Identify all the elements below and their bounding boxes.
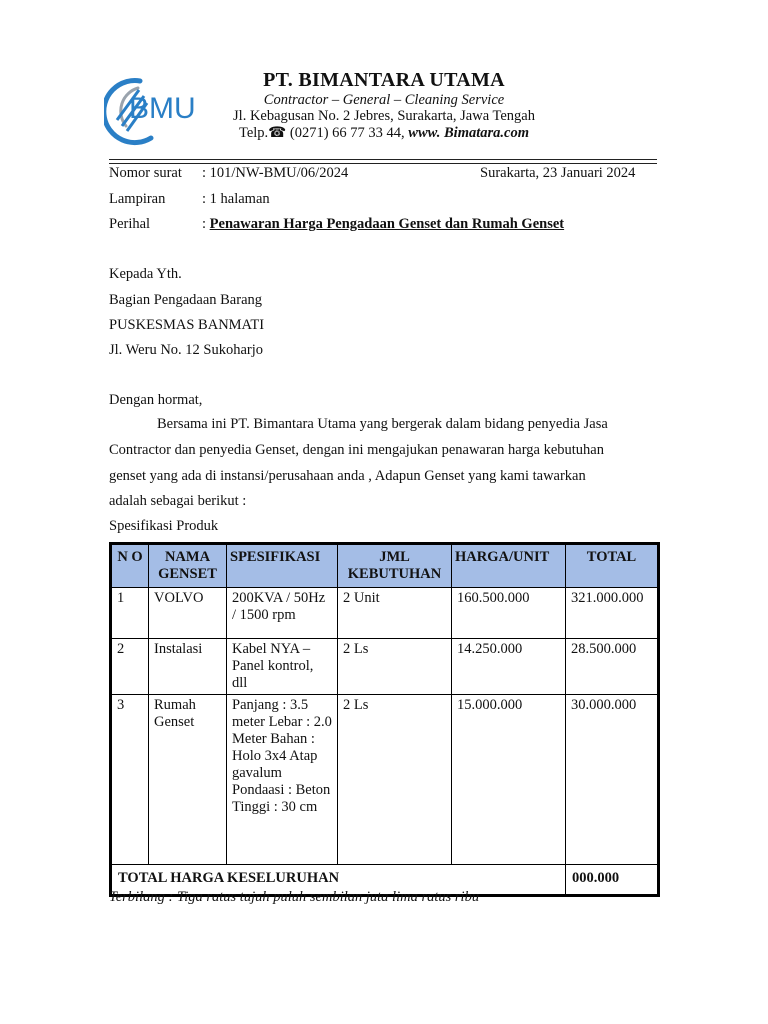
header-price: HARGA/UNIT — [452, 544, 566, 588]
total-label: TOTAL HARGA KESELURUHAN — [111, 865, 566, 896]
recipient-organization: PUSKESMAS BANMATI — [109, 317, 265, 333]
spelled-total: Terbilang : Tiga ratus tujuh puluh sembilan juta lima ratus ribu — [109, 889, 480, 905]
phone-number: (0271) 66 77 33 44, — [286, 125, 409, 141]
number-value: : 101/NW-BMU/06/2024 — [202, 165, 349, 181]
number-label: Nomor surat — [109, 165, 182, 181]
cell-price: 15.000.000 — [452, 695, 566, 865]
table-header-row — [111, 544, 659, 588]
recipient-department: Bagian Pengadaan Barang — [109, 292, 263, 308]
total-value: 000.000 — [566, 865, 659, 896]
letterhead-divider-bottom — [109, 163, 657, 164]
phone-label: Telp. — [238, 125, 269, 141]
subject-line — [202, 216, 564, 233]
body-line-4: adalah sebagai berikut : — [109, 493, 247, 509]
header-qty: JML KEBUTUHAN — [338, 544, 452, 588]
company-name: PT. BIMANTARA UTAMA — [263, 69, 505, 91]
header-total: TOTAL — [566, 544, 659, 588]
header-name: NAMA GENSET — [149, 544, 227, 588]
cell-no: 2 — [111, 639, 149, 695]
recipient-greeting: Kepada Yth. — [109, 266, 182, 282]
body-line-1: Bersama ini PT. Bimantara Utama yang bergerak dalam bidang penyedia Jasa — [157, 416, 608, 432]
table-row — [111, 588, 659, 639]
cell-qty: 2 Ls — [338, 639, 452, 695]
cell-total: 30.000.000 — [566, 695, 659, 865]
subject-text: Penawaran Harga Pengadaan Genset dan Rumah Genset — [209, 216, 565, 232]
header-no: N O — [111, 544, 149, 588]
cell-name: VOLVO — [149, 588, 227, 639]
attachment-label: Lampiran — [109, 191, 166, 207]
company-logo — [104, 76, 212, 148]
website-link[interactable]: www. Bimatara.com — [408, 125, 529, 141]
letterhead-divider-top — [109, 159, 657, 160]
cell-total: 321.000.000 — [566, 588, 659, 639]
attachment-value: : 1 halaman — [202, 191, 270, 207]
cell-spec: Kabel NYA – Panel kontrol, dll — [227, 639, 338, 695]
spec-title: Spesifikasi Produk — [109, 518, 219, 534]
table-row — [111, 695, 659, 865]
body-line-3: genset yang ada di instansi/perusahaan anda , Adapun Genset yang kami tawarkan — [109, 468, 586, 484]
subject-label: Perihal — [109, 216, 151, 232]
cell-qty: 2 Ls — [338, 695, 452, 865]
salutation: Dengan hormat, — [109, 392, 203, 408]
phone-icon: ☎ — [268, 125, 287, 141]
logo-text: BMU — [129, 92, 196, 125]
cell-name: Instalasi — [149, 639, 227, 695]
cell-no: 3 — [111, 695, 149, 865]
body-line-2: Contractor dan penyedia Genset, dengan ini mengajukan penawaran harga kebutuhan — [109, 442, 604, 458]
subject-colon: : — [202, 216, 210, 232]
cell-spec: 200KVA / 50Hz / 1500 rpm — [227, 588, 338, 639]
table-row — [111, 639, 659, 695]
cell-no: 1 — [111, 588, 149, 639]
cell-name: Rumah Genset — [149, 695, 227, 865]
header-spec: SPESIFIKASI — [227, 544, 338, 588]
spec-table — [109, 542, 660, 897]
cell-qty: 2 Unit — [338, 588, 452, 639]
company-tagline: Contractor – General – Cleaning Service — [263, 92, 505, 108]
recipient-address: Jl. Weru No. 12 Sukoharjo — [109, 342, 264, 358]
letter-date: Surakarta, 23 Januari 2024 — [480, 165, 636, 181]
company-contact — [214, 125, 554, 142]
company-address: Jl. Kebagusan No. 2 Jebres, Surakarta, Jawa Tengah — [233, 108, 535, 124]
cell-total: 28.500.000 — [566, 639, 659, 695]
cell-spec: Panjang : 3.5 meter Lebar : 2.0 Meter Bahan : Holo 3x4 Atap gavalum Pondaasi : Beton Tinggi : 30 cm — [227, 695, 338, 865]
cell-price: 160.500.000 — [452, 588, 566, 639]
cell-price: 14.250.000 — [452, 639, 566, 695]
